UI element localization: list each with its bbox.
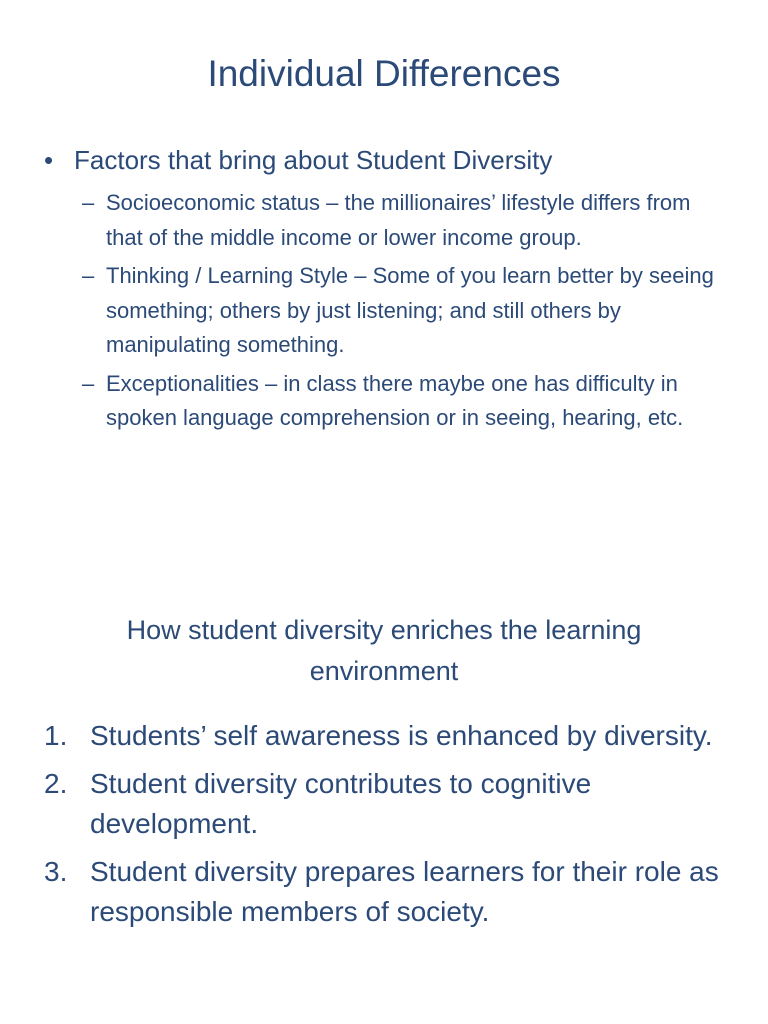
bullet-item [44, 142, 744, 178]
numbered-item-1 [44, 716, 734, 756]
item-number: 2. [44, 768, 68, 799]
sub-item-text: Thinking / Learning Style – Some of you learn better by seeing something; others by just listening; and still others by manipulating something. [106, 263, 714, 357]
sub-item-exceptionalities [82, 367, 722, 436]
sub-item-learning-style [82, 259, 722, 363]
item-number: 1. [44, 720, 68, 751]
item-number: 3. [44, 856, 68, 887]
sub-item-text: Socioeconomic status – the millionaires’ lifestyle differs from that of the middle income or lower income group. [106, 190, 691, 250]
dash-marker: – [82, 190, 95, 215]
dash-marker: – [82, 263, 95, 288]
item-text: Students’ self awareness is enhanced by diversity. [90, 720, 713, 751]
numbered-list [44, 716, 734, 940]
section-heading: How student diversity enriches the learning environment [126, 615, 642, 686]
dash-marker: – [82, 370, 95, 396]
item-text: Student diversity prepares learners for their role as responsible members of society. [90, 856, 719, 927]
bullet-text: Factors that bring about Student Diversity [74, 145, 553, 175]
numbered-item-2 [44, 764, 734, 844]
slide-title: Individual Differences [207, 53, 561, 94]
numbered-item-3 [44, 852, 734, 932]
item-text: Student diversity contributes to cognitive development. [90, 768, 592, 839]
sub-item-text: Exceptionalities – in class there maybe one has difficulty in spoken language comprehension or in seeing, hearing, etc. [106, 370, 684, 430]
bullet-marker: • [44, 145, 54, 175]
sub-list [82, 186, 722, 440]
sub-item-socioeconomic [82, 186, 722, 255]
